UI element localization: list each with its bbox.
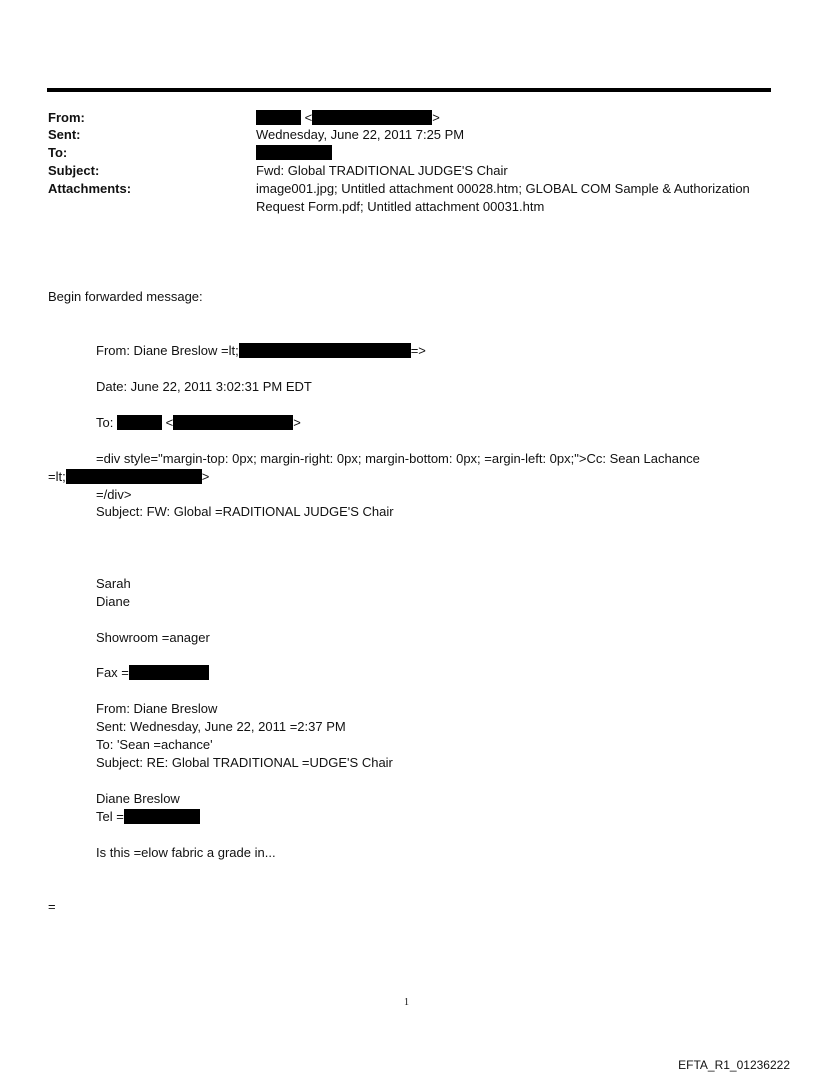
- orig-subject: Subject: RE: Global TRADITIONAL =UDGE'S Chair: [96, 755, 393, 770]
- attachments-line-1: image001.jpg; Untitled attachment 00028.htm; GLOBAL COM Sample & Authorization: [256, 181, 750, 196]
- orig-from: From: Diane Breslow: [96, 701, 218, 716]
- to-label: To:: [48, 145, 68, 160]
- fwd-to: To: < >: [96, 415, 301, 430]
- subject-value: Fwd: Global TRADITIONAL JUDGE'S Chair: [256, 163, 508, 178]
- redaction: [173, 415, 293, 430]
- sent-value: Wednesday, June 22, 2011 7:25 PM: [256, 127, 465, 142]
- redaction: [66, 469, 202, 484]
- redaction: [124, 809, 200, 824]
- redaction: [256, 145, 332, 160]
- redaction: [117, 415, 162, 430]
- div-style-line: =div style="margin-top: 0px; margin-right: 0px; margin-bottom: 0px; =argin-left: 0px;">Cc: Sean Lachance: [96, 451, 700, 466]
- redaction: [256, 110, 301, 125]
- name-sarah: Sarah: [96, 576, 131, 591]
- fwd-subject: Subject: FW: Global =RADITIONAL JUDGE'S Chair: [96, 504, 394, 519]
- redaction: [239, 343, 411, 358]
- showroom-manager: Showroom =anager: [96, 630, 210, 645]
- div-close: =/div>: [96, 487, 132, 502]
- redaction: [312, 110, 432, 125]
- redaction: [129, 665, 209, 680]
- name-diane: Diane: [96, 594, 130, 609]
- fwd-from: From: Diane Breslow =lt; =>: [96, 343, 426, 358]
- header-rule: [47, 88, 771, 92]
- attachments-line-2: Request Form.pdf; Untitled attachment 00031.htm: [256, 199, 545, 214]
- fwd-date: Date: June 22, 2011 3:02:31 PM EDT: [96, 379, 312, 394]
- from-value: < >: [256, 110, 440, 126]
- orig-to: To: 'Sean =achance': [96, 737, 213, 752]
- lt-line: =lt; >: [48, 469, 210, 484]
- trailing-equals: =: [48, 899, 56, 914]
- subject-label: Subject:: [48, 163, 100, 178]
- page-number: 1: [404, 997, 409, 1008]
- begin-forwarded: Begin forwarded message:: [48, 289, 203, 304]
- sent-label: Sent:: [48, 127, 81, 142]
- orig-sent: Sent: Wednesday, June 22, 2011 =2:37 PM: [96, 719, 346, 734]
- signature-name: Diane Breslow: [96, 791, 180, 806]
- question-line: Is this =elow fabric a grade in...: [96, 845, 276, 860]
- attachments-label: Attachments:: [48, 181, 132, 196]
- document-id: EFTA_R1_01236222: [678, 1058, 790, 1072]
- to-value: [256, 145, 332, 161]
- fax-line: Fax =: [96, 665, 209, 681]
- tel-line: Tel =: [96, 809, 200, 825]
- from-label: From:: [48, 110, 85, 125]
